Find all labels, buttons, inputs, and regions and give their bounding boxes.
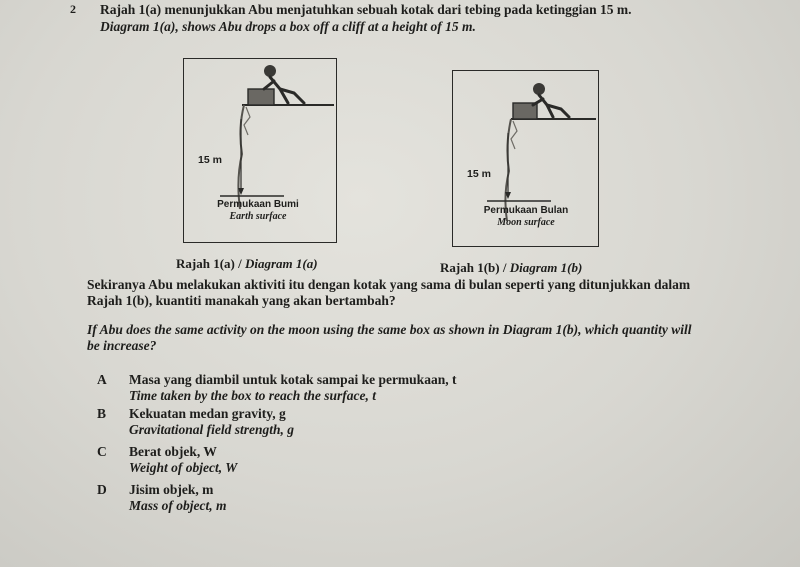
diagram-a-caption-english: Diagram 1(a) [244, 256, 318, 271]
question-number: 2 [70, 2, 76, 16]
diagram-a-frame [183, 58, 337, 243]
option-d-malay: Jisim objek, m [129, 482, 214, 497]
diagram-a-surface-label [198, 199, 318, 223]
option-d-letter: D [97, 482, 107, 497]
diagram-b-frame [452, 70, 599, 247]
question-prompt-malay: Sekiranya Abu melakukan aktiviti itu dengan kotak yang sama di bulan seperti yang ditunjukkan dalam Rajah 1(b), kuantiti manakah yang akan bertambah? [87, 277, 691, 308]
question-intro-english: Diagram 1(a), shows Abu drops a box off a cliff at a height of 15 m. [100, 19, 476, 34]
diagram-b-caption-malay: Rajah 1(b) / [440, 260, 510, 275]
option-d-english: Mass of object, m [129, 498, 227, 513]
option-b-letter: B [97, 406, 107, 421]
diagram-b-surface-malay: Permukaan Bulan [483, 205, 569, 216]
diagram-a-surface-malay: Permukaan Bumi [217, 199, 299, 210]
diagram-a-height-label: 15 m [198, 154, 222, 166]
diagram-b-caption-english: Diagram 1(b) [509, 260, 583, 275]
diagram-b-caption [440, 260, 582, 276]
option-a-letter: A [97, 372, 107, 387]
diagram-a-caption-malay: Rajah 1(a) / [176, 256, 245, 271]
option-b-english: Gravitational field strength, g [129, 422, 295, 437]
diagram-a-surface-english: Earth surface [229, 211, 287, 222]
option-c-letter: C [97, 444, 107, 459]
option-a-english: Time taken by the box to reach the surface, t [129, 388, 376, 403]
diagram-b-surface-label [467, 205, 585, 229]
diagram-b-height-label: 15 m [467, 168, 491, 180]
option-c-malay: Berat objek, W [129, 444, 217, 459]
question-intro-malay: Rajah 1(a) menunjukkan Abu menjatuhkan sebuah kotak dari tebing pada ketinggian 15 m. [100, 2, 632, 17]
diagram-a-caption [176, 256, 318, 272]
question-prompt-english: If Abu does the same activity on the moon using the same box as shown in Diagram 1(b), which quantity will be increase? [87, 322, 692, 353]
option-a-malay: Masa yang diambil untuk kotak sampai ke permukaan, t [129, 372, 457, 387]
option-c-english: Weight of object, W [129, 460, 238, 475]
option-b-malay: Kekuatan medan gravity, g [129, 406, 286, 421]
diagram-b-surface-english: Moon surface [497, 217, 555, 228]
